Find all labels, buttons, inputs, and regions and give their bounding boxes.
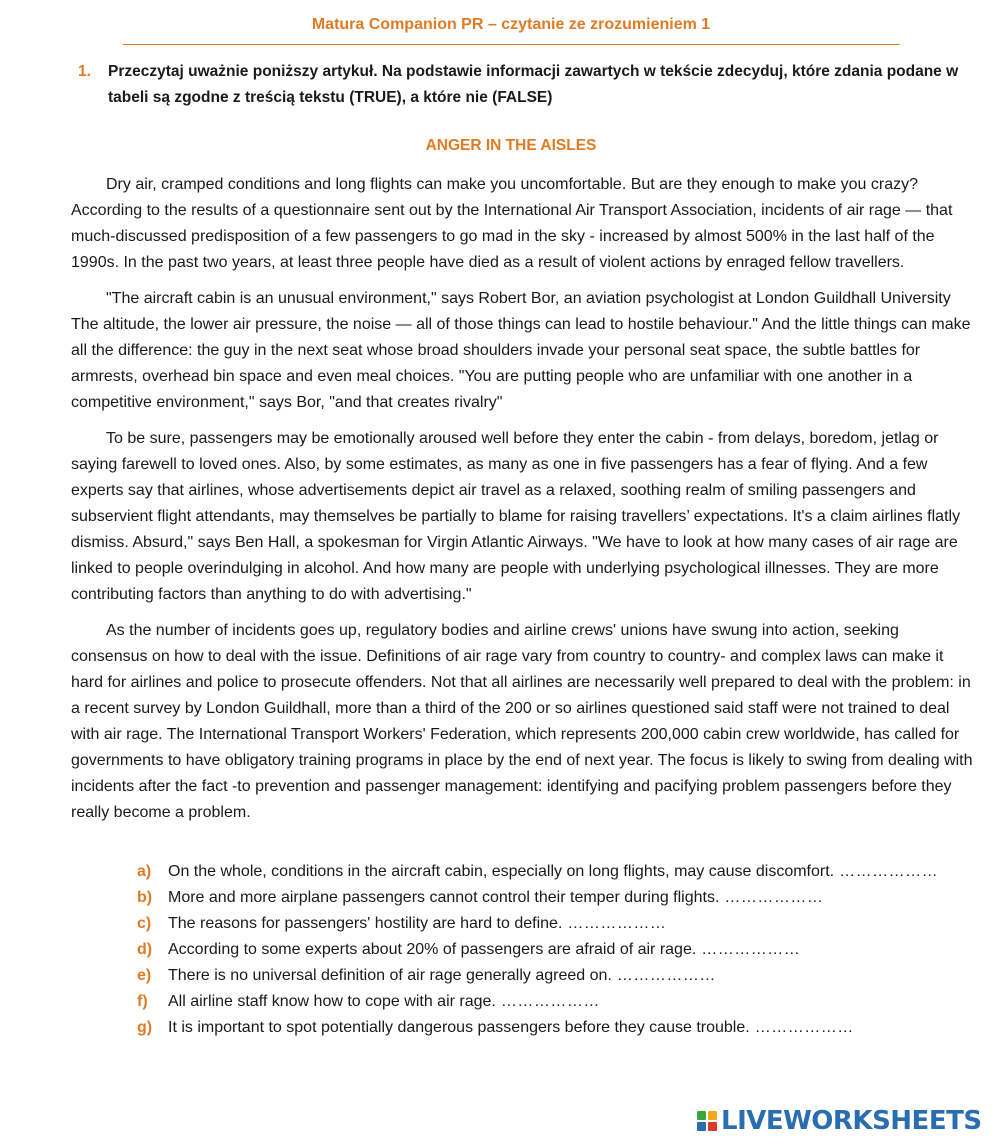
- statement-text: According to some experts about 20% of passengers are afraid of air rage.: [168, 941, 697, 958]
- statement-letter: a): [137, 863, 152, 880]
- statement-item: [137, 989, 977, 1015]
- answer-blank[interactable]: ………………: [754, 1019, 854, 1036]
- statement-letter: e): [137, 967, 152, 984]
- statement-item: [137, 1015, 977, 1041]
- statement-letter: f): [137, 993, 148, 1010]
- statement-text: The reasons for passengers' hostility are hard to define.: [168, 915, 563, 932]
- task-instruction-text: Przeczytaj uważnie poniższy artykuł. Na podstawie informacji zawartych w tekście zdecyduj, które zdania podane w tabeli są zgodne z treścią tekstu (TRUE), a które nie (FALSE): [108, 63, 959, 106]
- answer-blank[interactable]: ………………: [616, 967, 716, 984]
- header-divider: [123, 44, 900, 45]
- logo-square-orange: [708, 1111, 717, 1120]
- article-body: [71, 172, 973, 836]
- answer-blank[interactable]: ………………: [724, 889, 824, 906]
- statement-item: [137, 937, 977, 963]
- statement-item: [137, 963, 977, 989]
- answer-blank[interactable]: ………………: [500, 993, 600, 1010]
- statement-item: [137, 859, 977, 885]
- statement-text: All airline staff know how to cope with air rage.: [168, 993, 496, 1010]
- task-instruction: [78, 59, 978, 111]
- logo-square-red: [708, 1122, 717, 1131]
- statement-text: On the whole, conditions in the aircraft cabin, especially on long flights, may cause discomfort.: [168, 863, 835, 880]
- page-header-title: Matura Companion PR – czytanie ze zrozumieniem 1: [311, 16, 711, 33]
- answer-blank[interactable]: ………………: [567, 915, 667, 932]
- statement-text: There is no universal definition of air rage generally agreed on.: [168, 967, 612, 984]
- statement-letter: g): [137, 1019, 153, 1036]
- statement-letter: b): [137, 889, 153, 906]
- statement-letter: d): [137, 941, 153, 958]
- answer-blank[interactable]: ………………: [839, 863, 939, 880]
- logo-square-green: [697, 1111, 706, 1120]
- article-paragraph: To be sure, passengers may be emotionally aroused well before they enter the cabin - from delays, boredom, jetlag or saying farewell to loved ones. Also, by some estimates, as many as one in five passengers has a fear of flying. And a few experts say that airlines, whose advertisements depict air travel as a relaxed, soothing realm of smiling passengers and subservient flight attendants, may themselves be partially to blame for raising travellers’ expectations. It's a claim airlines flatly dismiss. Absurd," says Ben Hall, a spokesman for Virgin Atlantic Airways. "We have to look at how many cases of air rage are linked to people overindulging in alcohol. And how many are people with underlying psychological illnesses. They are more contributing factors than anything to do with advertising.": [71, 430, 961, 603]
- statement-text: More and more airplane passengers cannot control their temper during flights.: [168, 889, 720, 906]
- answer-blank[interactable]: ………………: [701, 941, 801, 958]
- statement-letter: c): [137, 915, 152, 932]
- article-title: ANGER IN THE AISLES: [425, 137, 597, 154]
- statement-item: [137, 885, 977, 911]
- statements-list: [137, 859, 977, 1041]
- article-paragraph: As the number of incidents goes up, regulatory bodies and airline crews' unions have swung into action, seeking consensus on how to deal with the issue. Definitions of air rage vary from country to country- and complex laws can make it hard for airlines and police to prosecute offenders. Not that all airlines are necessarily well prepared to deal with the problem: in a recent survey by London Guildhall, more than a third of the 200 or so airlines questioned said staff were not trained to deal with air rage. The International Transport Workers' Federation, which represents 200,000 cabin crew worldwide, has called for governments to have obligatory training programs in place by the end of next year. The focus is likely to swing from dealing with incidents after the fact -to prevention and passenger management: identifying and pacifying problem passengers before they really become a problem.: [71, 622, 973, 821]
- liveworksheets-logo-text: LIVEWORKSHEETS: [721, 1106, 982, 1136]
- statement-item: [137, 911, 977, 937]
- task-number: 1.: [78, 63, 91, 80]
- article-paragraph: "The aircraft cabin is an unusual environment," says Robert Bor, an aviation psychologist at London Guildhall University The altitude, the lower air pressure, the noise — all of those things can lead to hostile behaviour." And the little things can make all the difference: the guy in the next seat whose broad shoulders invade your personal seat space, the subtle battles for armrests, overhead bin space and even meal choices. "You are putting people who are unfamiliar with one another in a competitive environment," says Bor, "and that creates rivalry": [71, 290, 971, 411]
- article-paragraph: Dry air, cramped conditions and long flights can make you uncomfortable. But are they enough to make you crazy? According to the results of a questionnaire sent out by the International Air Transport Association, incidents of air rage — that much-discussed predisposition of a few passengers to go mad in the sky - increased by almost 500% in the last half of the 1990s. In the past two years, at least three people have died as a result of violent actions by enraged fellow travellers.: [71, 176, 953, 271]
- statement-text: It is important to spot potentially dangerous passengers before they cause trouble.: [168, 1019, 750, 1036]
- liveworksheets-logo-icon: [697, 1111, 717, 1131]
- logo-square-blue: [697, 1122, 706, 1131]
- liveworksheets-logo: [697, 1103, 982, 1139]
